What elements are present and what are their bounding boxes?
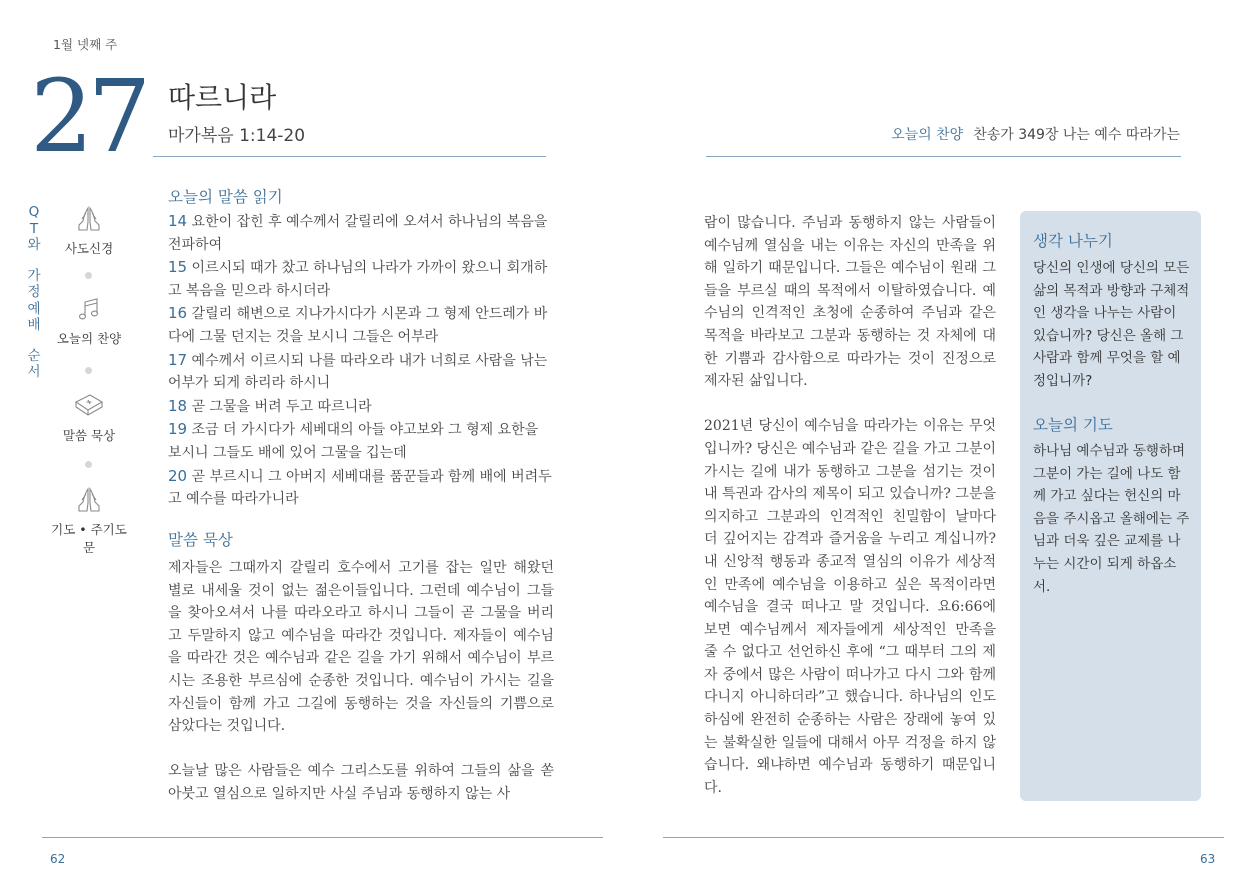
verse xyxy=(168,349,554,395)
sidebar-divider-dot xyxy=(85,461,92,468)
verse-list xyxy=(168,210,554,511)
title-rule xyxy=(153,156,546,157)
praise-rule xyxy=(706,156,1181,157)
verse xyxy=(168,302,554,348)
meditation-paragraph: 제자들은 그때까지 갈릴리 호수에서 고기를 잡는 일만 해왔던 별로 내세울 것이 없는 젊은이들입니다. 그런데 예수님이 그들을 찾아오셔서 나를 따라오라고 하시니 그들이 곧 그물을 버리고 두말하지 않고 예수님을 따라간 것입니다. 제자들이 예수님을 따라간 것은 예수님과 같은 길을 가기 위해서 예수님이 부르시는 조용한 부르심에 순종한 것입니다. 예수님이 가시는 길을 자신들이 함께 가고 그길에 동행하는 것을 자신들의 기쁨으로 삼았다는 것입니다. xyxy=(168,560,554,735)
verse-number: 15 xyxy=(168,258,188,277)
page-number-right: 63 xyxy=(1200,852,1216,866)
meditation-heading: 말씀 묵상 xyxy=(168,531,233,549)
verse-number: 17 xyxy=(168,350,188,369)
page-number-left: 62 xyxy=(50,852,66,866)
meditation-column-right xyxy=(704,212,996,799)
todays-prayer-text: 하나님 예수님과 동행하며 그분이 가는 길에 나도 함께 가고 싶다는 헌신의 마음을 주시옵고 올해에는 주님과 더욱 깊은 교제를 나누는 시간이 되게 하옵소서. xyxy=(1033,443,1190,595)
verse-number: 18 xyxy=(168,396,188,415)
verse-text: 요한이 잡힌 후 예수께서 갈릴리에 오셔서 하나님의 복음을 전파하여 xyxy=(168,214,548,253)
verse xyxy=(168,418,554,464)
verse-text: 조금 더 가시다가 세베대의 아들 야고보와 그 형제 요한을 보시니 그들도 배에 있어 그물을 깁는데 xyxy=(168,422,539,461)
sidebar-divider-dot xyxy=(85,367,92,374)
meditation-column-left xyxy=(168,557,554,806)
verse xyxy=(168,210,554,256)
verse-number: 19 xyxy=(168,420,188,439)
footer-rule-left xyxy=(42,837,603,838)
sidebar-item-apostles-creed xyxy=(50,205,128,257)
sidebar-divider-dot xyxy=(85,272,92,279)
praying-hands-icon xyxy=(74,205,104,233)
praise-label: 오늘의 찬양 xyxy=(891,127,964,143)
page-title: 따르니라 xyxy=(168,81,277,114)
sidebar-item-meditation xyxy=(50,392,128,444)
verse xyxy=(168,256,554,302)
qt-order-vertical-label: Q T 와 가 정 예 배 순 서 xyxy=(27,204,41,380)
share-thoughts-heading: 생각 나누기 xyxy=(1033,232,1113,250)
todays-praise xyxy=(891,124,1180,144)
todays-prayer-heading: 오늘의 기도 xyxy=(1033,416,1113,434)
footer-rule-right xyxy=(663,837,1224,838)
meditation-paragraph: 2021년 당신이 예수님을 따라가는 이유는 무엇입니까? 당신은 예수님과 같은 길을 가고 그분이 가시는 길에 내가 동행하고 그분을 섬기는 것이 내 특권과 감사의 제목이 되고 있습니까? 그분을 의지하고 그분과의 인격적인 친밀함이 날마다 더 깊어지는 감격과 즐거움을 누리고 계십니까? 내 신앙적 행동과 종교적 열심의 이유가 세상적인 만족에 예수님을 이용하고 싶은 목적이라면 예수님을 결국 떠나고 말 것입니다. 요6:66에 보면 예수님께서 제자들에게 세상적인 만족을 줄 수 없다고 선언하신 후에 “그 때부터 그의 제자 중에서 많은 사람이 떠나가고 다시 그와 함께 다니지 아니하더라”고 했습니다. 하나님의 인도하심에 완전히 순종하는 사람은 장래에 놓여 있는 불확실한 일들에 대해서 아무 걱정을 하지 않습니다. 왜냐하면 예수님과 동행하기 때문입니다. xyxy=(704,418,996,796)
verse-text: 곧 그물을 버려 두고 따르니라 xyxy=(191,398,372,415)
music-note-icon xyxy=(76,297,102,323)
bible-icon xyxy=(73,392,105,420)
sidebar-item-prayer xyxy=(50,486,128,556)
share-thoughts-text: 당신의 인생에 당신의 모든 삶의 목적과 방향과 구체적인 생각을 나누는 사람이 있습니까? 당신은 올해 그 사람과 함께 무엇을 할 예정입니까? xyxy=(1033,260,1190,389)
verse xyxy=(168,465,554,511)
verse-text: 곧 부르시니 그 아버지 세베대를 품꾼들과 함께 배에 버려두고 예수를 따라가니라 xyxy=(168,468,552,508)
sidebar-item-label: 말씀 묵상 xyxy=(62,428,116,443)
verse xyxy=(168,395,554,419)
reading-heading: 오늘의 말씀 읽기 xyxy=(168,188,283,206)
verse-text: 이르시되 때가 찼고 하나님의 나라가 가까이 왔으니 회개하고 복음을 믿으라 하시더라 xyxy=(168,260,548,299)
reflection-panel xyxy=(1020,211,1201,801)
week-label: 1월 넷째 주 xyxy=(53,37,118,52)
praise-song: 찬송가 349장 나는 예수 따라가는 xyxy=(973,127,1180,143)
verse-text: 예수께서 이르시되 나를 따라오라 내가 너희로 사람을 낚는 어부가 되게 하리라 하시니 xyxy=(168,352,548,392)
verse-text: 갈릴리 해변으로 지나가시다가 시몬과 그 형제 안드레가 바다에 그물 던지는 것을 보시니 그들은 어부라 xyxy=(168,306,548,345)
sidebar-item-label: 오늘의 찬양 xyxy=(56,331,122,346)
verse-number: 16 xyxy=(168,304,188,323)
verse-number: 14 xyxy=(168,212,188,230)
sidebar-item-label: 기도 • 주기도문 xyxy=(51,522,127,555)
meditation-paragraph: 람이 많습니다. 주님과 동행하지 않는 사람들이 예수님께 열심을 내는 이유는 자신의 만족을 위해 일하기 때문입니다. 그들은 예수님이 원래 그들을 부르실 때의 목적에서 이탈하였습니다. 예수님의 인격적인 초청에 순종하여 주님과 같은 목적을 바라보고 그분과 동행하는 것 자체에 대한 기쁨과 감사함으로 따라가는 것이 진정으로 제자된 삶입니다. xyxy=(704,215,996,390)
meditation-paragraph: 오늘날 많은 사람들은 예수 그리스도를 위하여 그들의 삶을 쏟아붓고 열심으로 일하지만 사실 주님과 동행하지 않는 사 xyxy=(168,763,554,802)
sidebar-item-todays-praise xyxy=(50,297,128,347)
day-number: 27 xyxy=(30,58,146,175)
scripture-reference: 마가복음 1:14-20 xyxy=(168,126,306,146)
verse-number: 20 xyxy=(168,466,188,485)
praying-hands-icon xyxy=(74,486,104,514)
sidebar-item-label: 사도신경 xyxy=(64,241,114,256)
